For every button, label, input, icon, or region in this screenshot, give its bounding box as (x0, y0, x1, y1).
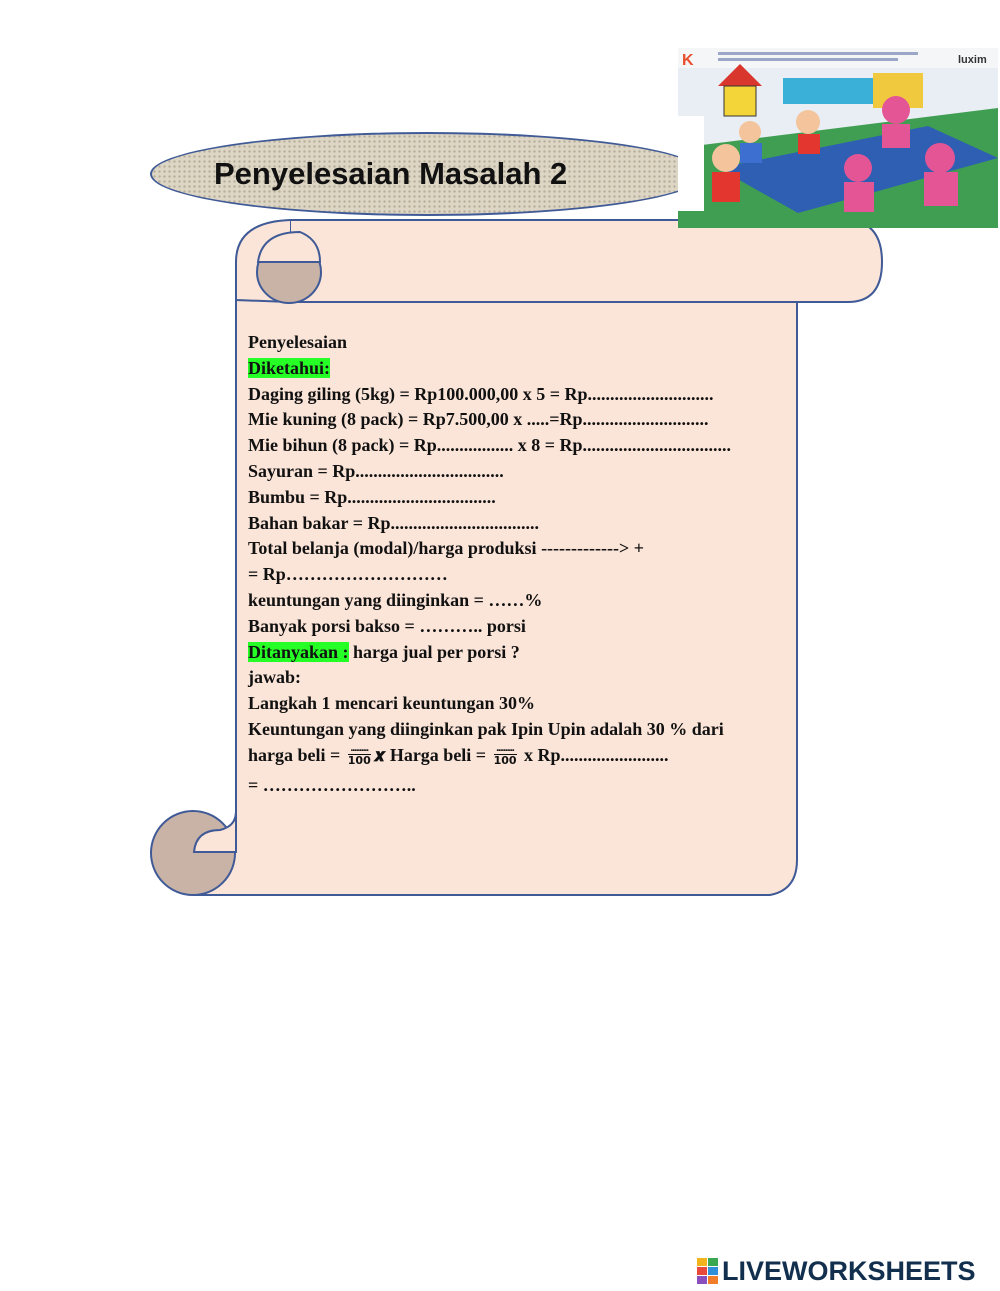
fraction-1 (348, 742, 371, 767)
langkah-1-line: Langkah 1 mencari keuntungan 30% (248, 693, 536, 714)
daging-giling-line: Daging giling (5kg) = Rp100.000,00 x 5 = Rp............................ (248, 383, 714, 404)
total-result-line: = Rp……………………… (248, 564, 448, 585)
line-14 (248, 691, 793, 717)
logo-block (708, 1267, 718, 1275)
ditanyakan-label: Ditanyakan : (248, 641, 349, 662)
formula-middle: Harga beli = (385, 744, 491, 765)
classroom-illustration (678, 48, 998, 228)
fraction-1-numerator: .......... (348, 742, 371, 755)
fraction-2-numerator: .......... (494, 742, 517, 755)
liveworksheets-logo (697, 1255, 976, 1287)
formula-suffix: x Rp........................ (519, 744, 669, 765)
bahan-bakar-line: Bahan bakar = Rp................................. (248, 512, 539, 533)
diketahui-label: Diketahui: (248, 357, 331, 378)
result-line (248, 773, 793, 799)
ditanyakan-question: harga jual per porsi ? (348, 641, 520, 662)
porsi-line: Banyak porsi bakso = ……….. porsi (248, 615, 526, 636)
logo-blocks-icon (697, 1258, 718, 1284)
line-12 (248, 640, 793, 666)
scroll-top-roll (290, 220, 882, 302)
publisher-text: luxim (958, 54, 987, 66)
keuntungan-line: keuntungan yang diinginkan = ……% (248, 589, 543, 610)
line-0 (248, 330, 793, 356)
line-7 (248, 511, 793, 537)
line-8 (248, 536, 793, 562)
mie-kuning-line: Mie kuning (8 pack) = Rp7.500,00 x .....=Rp............................ (248, 409, 709, 430)
line-0-text: Penyelesaian (248, 332, 347, 352)
line-2 (248, 382, 793, 408)
logo-k-text: K (682, 52, 694, 69)
page-title: Penyelesaian Masalah 2 (214, 156, 568, 191)
logo-block (697, 1267, 707, 1275)
mie-bihun-line: Mie bihun (8 pack) = Rp................. x 8 = Rp................................. (248, 435, 732, 456)
line-3 (248, 407, 793, 433)
line-6 (248, 485, 793, 511)
times-symbol: 𝒙 (373, 744, 386, 765)
brand-text: LIVEWORKSHEETS (722, 1255, 976, 1286)
keuntungan-desc-line: Keuntungan yang diinginkan pak Ipin Upin adalah 30 % dari (248, 718, 724, 739)
line-1 (248, 356, 793, 382)
solution-content (248, 330, 793, 799)
line-11 (248, 614, 793, 640)
line-9 (248, 562, 793, 588)
logo-block (708, 1258, 718, 1266)
logo-block (697, 1276, 707, 1284)
bumbu-line: Bumbu = Rp................................. (248, 486, 496, 507)
logo-block (708, 1276, 718, 1284)
classroom-illustration-icon (678, 48, 998, 228)
fraction-2 (494, 742, 517, 767)
line-15 (248, 717, 793, 743)
formula-prefix: harga beli = (248, 744, 345, 765)
fraction-1-denominator: 100 (347, 754, 371, 768)
line-4 (248, 433, 793, 459)
formula-line (248, 743, 793, 773)
total-belanja-line: Total belanja (modal)/harga produksi -------------> + (248, 538, 644, 559)
line-5 (248, 459, 793, 485)
result-text: = …………………….. (248, 774, 416, 795)
logo-block (697, 1258, 707, 1266)
sayuran-line: Sayuran = Rp................................. (248, 460, 504, 481)
jawab-label: jawab: (248, 667, 301, 688)
line-13 (248, 665, 793, 691)
fraction-2-denominator: 100 (493, 754, 517, 768)
line-10 (248, 588, 793, 614)
